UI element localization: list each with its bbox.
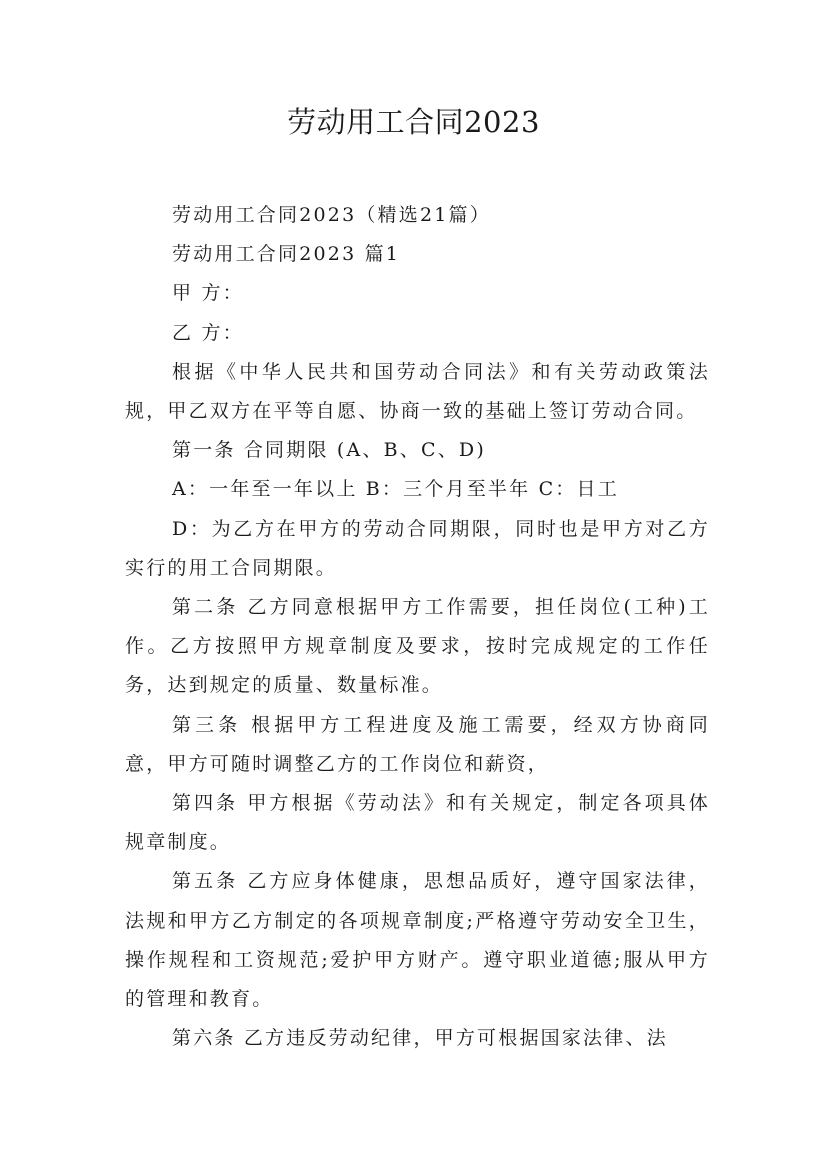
paragraph-term-options: A：一年至一年以上 B：三个月至半年 C：日工 bbox=[172, 478, 619, 501]
paragraph-article-2: 第二条 乙方同意根据甲方工作需要，担任岗位(工种)工作。乙方按照甲方规章制度及要求，按时完成规定的工作任务，达到规定的质量、数量标准。 bbox=[125, 596, 710, 697]
paragraph-article-3: 第三条 根据甲方工程进度及施工需要，经双方协商同意，甲方可随时调整乙方的工作岗位和薪资， bbox=[125, 713, 710, 775]
paragraph-section-heading: 劳动用工合同2023 篇1 bbox=[172, 243, 401, 266]
paragraph-summary: 劳动用工合同2023（精选21篇） bbox=[172, 204, 491, 226]
paragraph-article-6: 第六条 乙方违反劳动纪律，甲方可根据国家法律、法 bbox=[172, 1027, 668, 1050]
document-body bbox=[125, 196, 710, 1058]
paragraph-term-d: D：为乙方在甲方的劳动合同期限，同时也是甲方对乙方实行的用工合同期限。 bbox=[125, 517, 710, 579]
document-title: 劳动用工合同2023 bbox=[287, 105, 540, 139]
paragraph-article-1: 第一条 合同期限 (A、B、C、D) bbox=[172, 439, 486, 462]
paragraph-party-b: 乙 方： bbox=[172, 321, 244, 344]
paragraph-party-a: 甲 方： bbox=[172, 282, 244, 305]
paragraph-article-4: 第四条 甲方根据《劳动法》和有关规定，制定各项具体规章制度。 bbox=[125, 792, 710, 854]
paragraph-preamble: 根据《中华人民共和国劳动合同法》和有关劳动政策法规，甲乙双方在平等自愿、协商一致的基础上签订劳动合同。 bbox=[125, 360, 710, 423]
paragraph-article-5: 第五条 乙方应身体健康，思想品质好，遵守国家法律，法规和甲方乙方制定的各项规章制度;严格遵守劳动安全卫生，操作规程和工资规范;爱护甲方财产。遵守职业道德;服从甲方的管理和教育。 bbox=[125, 870, 710, 1011]
